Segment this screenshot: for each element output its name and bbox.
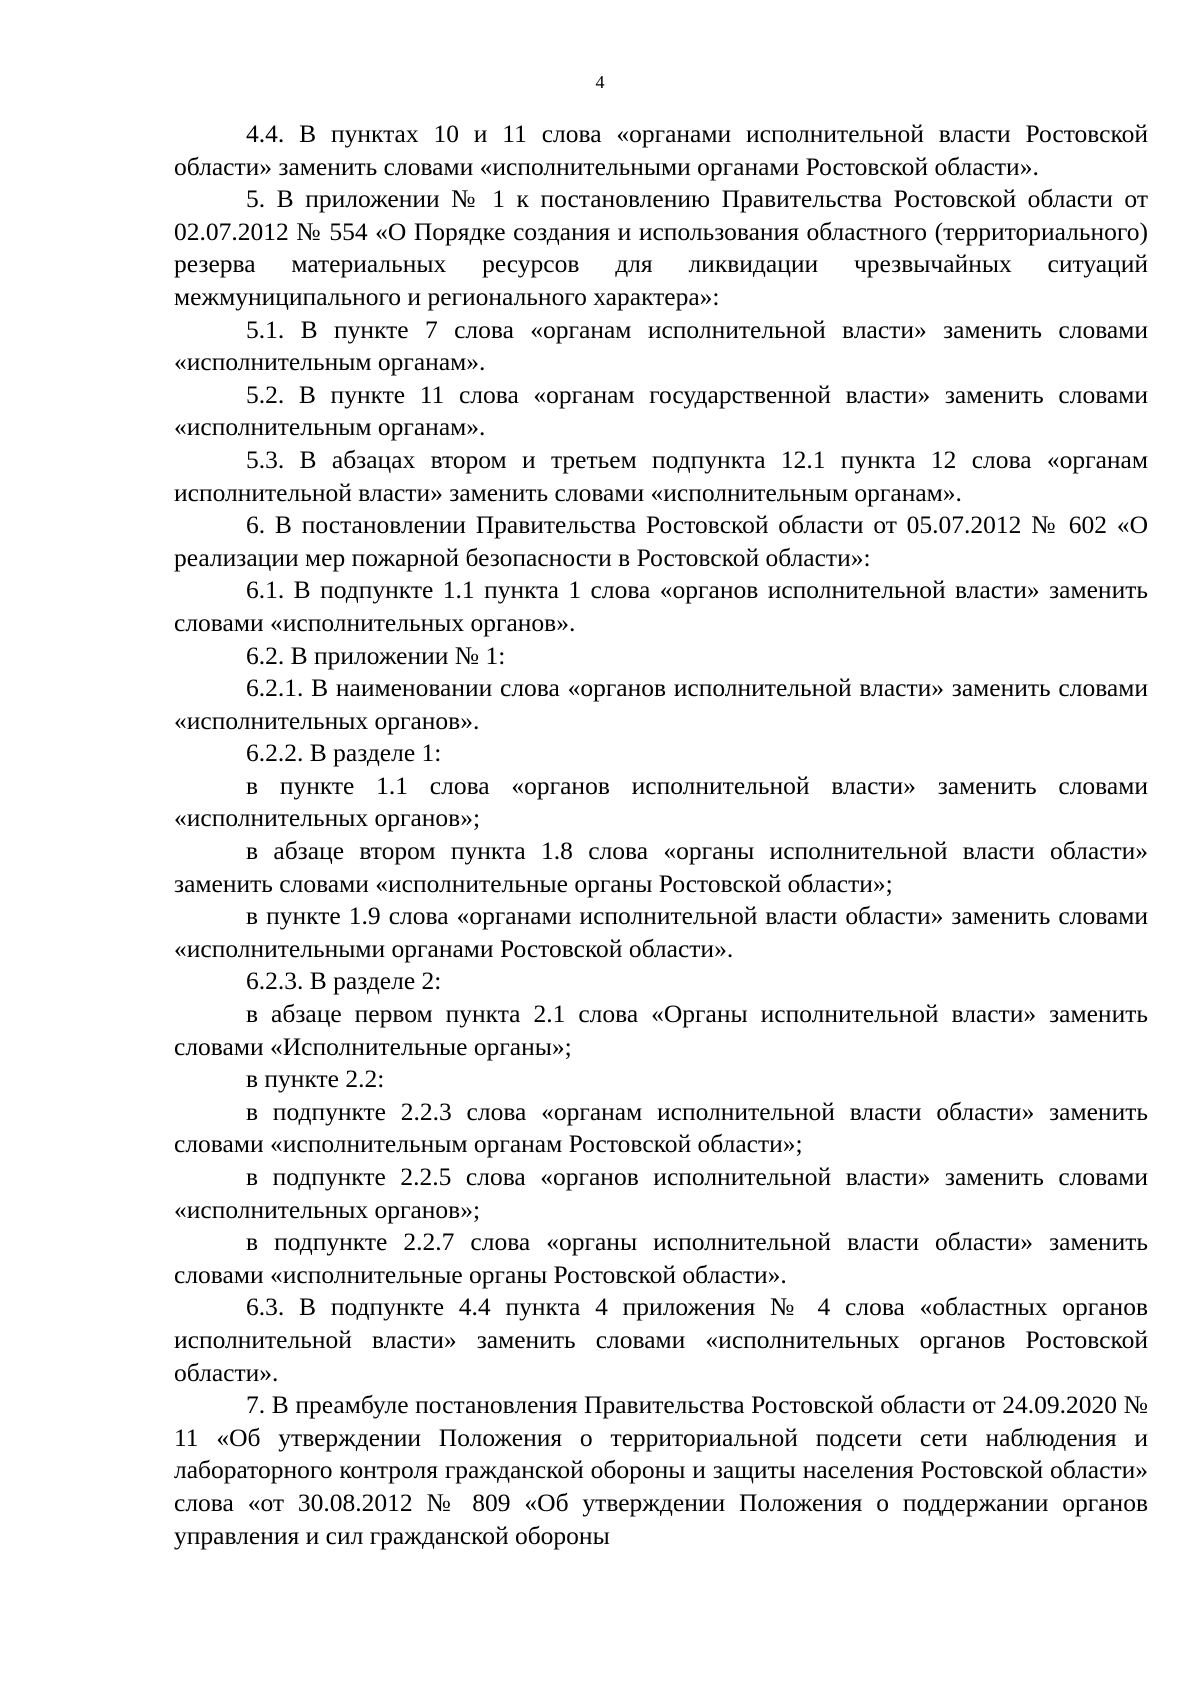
paragraph-6-2-1: 6.2.1. В наименовании слова «органов исполнительной власти» заменить словами «исполнительных органов».: [174, 673, 1148, 735]
paragraph-6-2: 6.2. В приложении № 1:: [246, 640, 506, 670]
paragraph-6-2-2-item-1-8: в абзаце втором пункта 1.8 слова «органы исполнительной власти области» заменить словами «исполнительные органы Ростовской области»;: [174, 836, 1148, 898]
paragraph-4-4: 4.4. В пунктах 10 и 11 слова «органами исполнительной власти Ростовской области» заменить словами «исполнительными органами Ростовской области».: [174, 119, 1148, 181]
paragraph-6-2-3-item-2-2-3: в подпункте 2.2.3 слова «органам исполнительной власти области» заменить словами «исполнительным органам Ростовской области»;: [174, 1096, 1148, 1159]
paragraph-6-2-2: 6.2.2. В разделе 1:: [246, 738, 442, 768]
paragraph-6-2-3-item-2-2-7: в подпункте 2.2.7 слова «органы исполнительной власти области» заменить словами «исполнительные органы Ростовской области».: [174, 1227, 1148, 1289]
paragraph-6: 6. В постановлении Правительства Ростовской области от 05.07.2012 № 602 «О реализации мер пожарной безопасности в Ростовской области»:: [174, 510, 1148, 572]
paragraph-5-3: 5.3. В абзацах втором и третьем подпункта 12.1 пункта 12 слова «органам исполнительной власти» заменить словами «исполнительным органам».: [174, 444, 1148, 507]
paragraph-7: 7. В преамбуле постановления Правительства Ростовской области от 24.09.2020 № 11 «Об утверждении Положения о территориальной подсети сети наблюдения и лабораторного контроля гражданской обороны и защиты населения Ростовской области» слова «от 30.08.2012 № 809 «Об утверждении Положения о поддержании органов управления и сил гражданской обороны: [174, 1390, 1148, 1550]
paragraph-6-3: 6.3. В подпункте 4.4 пункта 4 приложения № 4 слова «областных органов исполнительной власти» заменить словами «исполнительных органов Ростовской области».: [174, 1292, 1148, 1387]
paragraph-6-2-3-item-2-1: в абзаце первом пункта 2.1 слова «Органы исполнительной власти» заменить словами «Исполнительные органы»;: [174, 999, 1148, 1061]
paragraph-6-2-3-item-2-2: в пункте 2.2:: [246, 1064, 385, 1094]
paragraph-5-2: 5.2. В пункте 11 слова «органам государственной власти» заменить словами «исполнительным органам».: [174, 379, 1148, 442]
paragraph-6-2-3: 6.2.3. В разделе 2:: [246, 966, 442, 996]
paragraph-5-1: 5.1. В пункте 7 слова «органам исполнительной власти» заменить словами «исполнительным органам».: [174, 314, 1148, 377]
document-body: [174, 118, 1148, 1552]
paragraph-6-2-2-item-1-1: в пункте 1.1 слова «органов исполнительной власти» заменить словами «исполнительных органов»;: [174, 770, 1148, 833]
paragraph-6-2-2-item-1-9: в пункте 1.9 слова «органами исполнительной власти области» заменить словами «исполнительными органами Ростовской области».: [174, 901, 1148, 963]
paragraph-6-2-3-item-2-2-5: в подпункте 2.2.5 слова «органов исполнительной власти» заменить словами «исполнительных органов»;: [174, 1162, 1148, 1224]
paragraph-6-1: 6.1. В подпункте 1.1 пункта 1 слова «органов исполнительной власти» заменить словами «исполнительных органов».: [174, 575, 1148, 637]
paragraph-5: 5. В приложении № 1 к постановлению Правительства Ростовской области от 02.07.2012 № 554 «О Порядке создания и использования областного (территориального) резерва материальных ресурсов для ликвидации чрезвычайных ситуаций межмуниципального и регионального характера»:: [174, 184, 1148, 311]
page-number: 4: [595, 72, 605, 92]
